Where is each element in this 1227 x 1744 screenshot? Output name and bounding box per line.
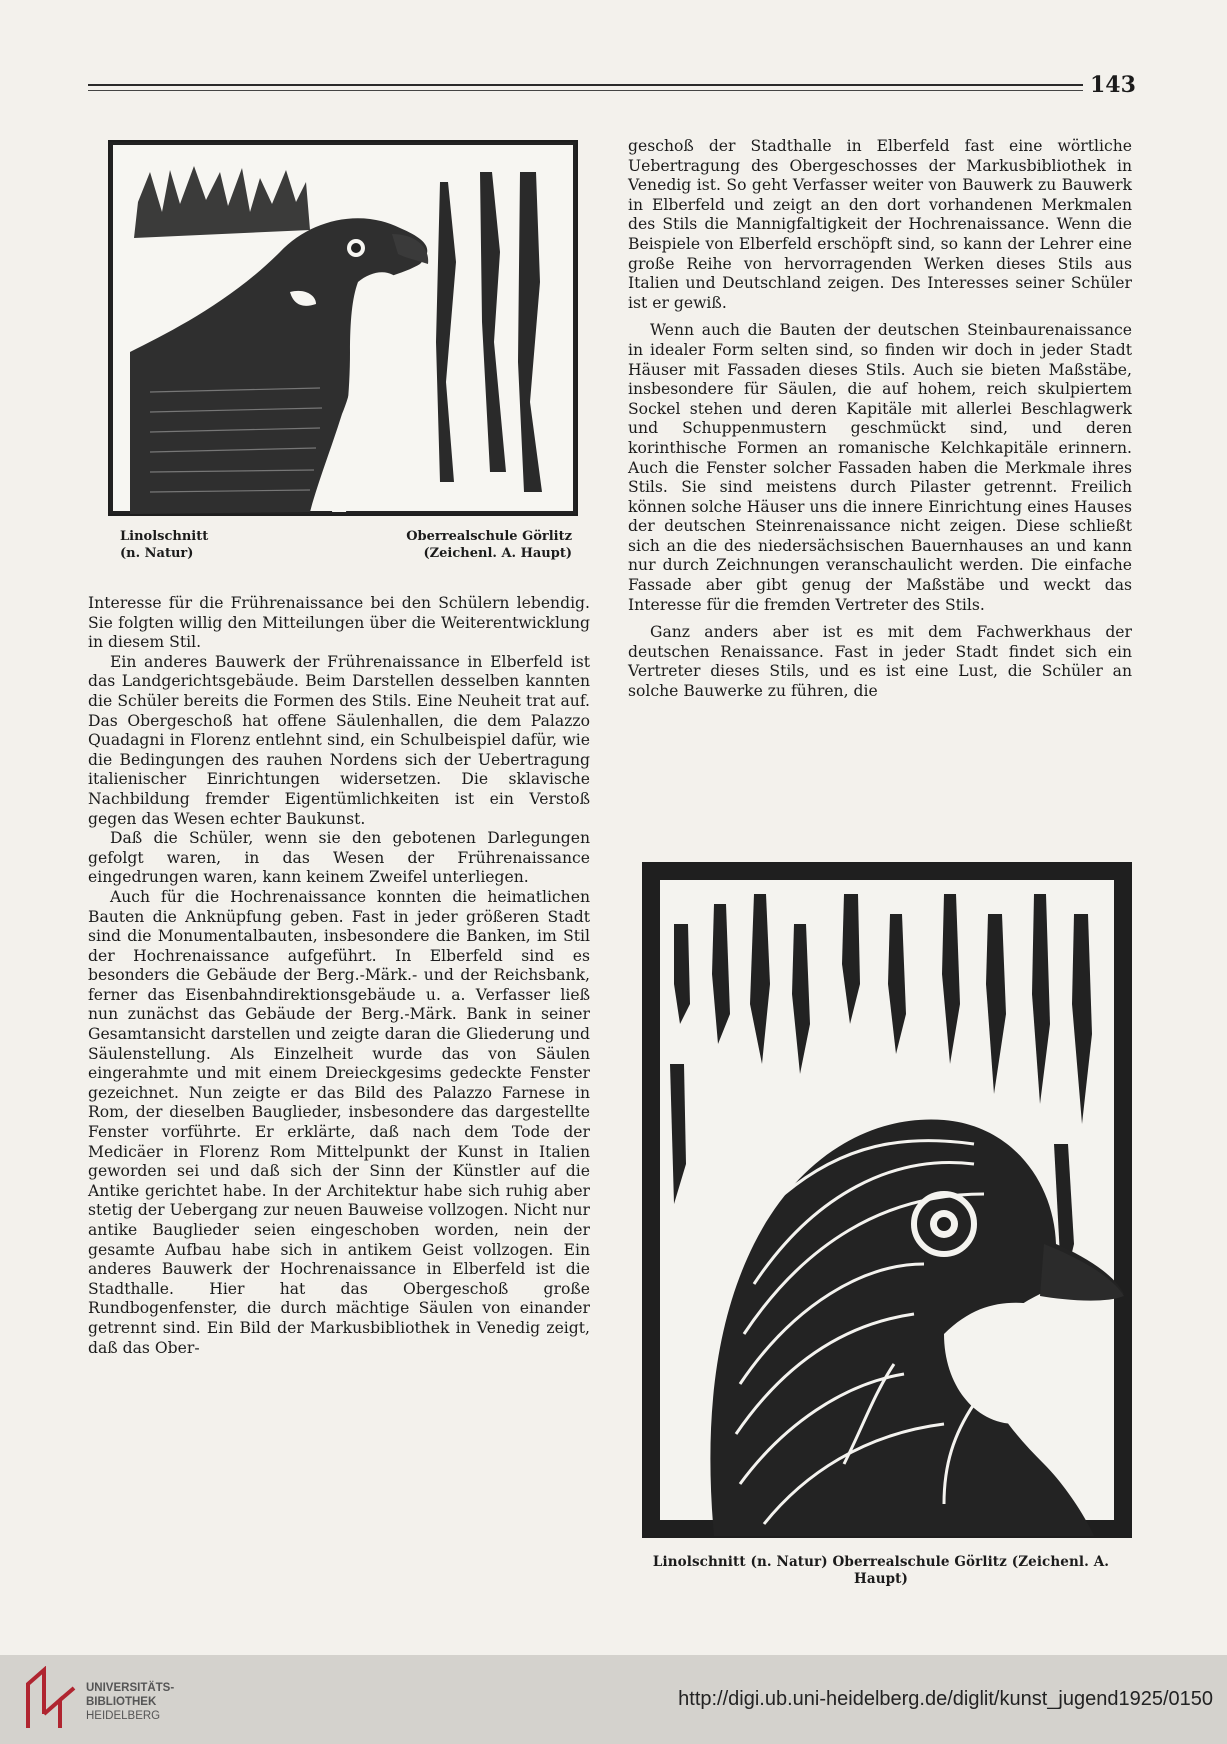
left-paragraph-2: Ein anderes Bauwerk der Frührenaissance in Elberfeld ist das Landgerichtsgebäude. Beim Darstellen desselben kannten die Schüler bereits die Formen des Stils. Eine Neuheit trat auf. Das Obergeschoß hat offene Säulenhallen, die dem Palazzo Quadagni in Florenz entlehnt sind, ein Schulbeispiel dafür, wie die Bedingungen des rauhen Nordens sich der Uebertragung italienischer Einrichtungen widersetzen. Die sklavische Nachbildung fremder Eigentümlichkeiten ist ein Verstoß gegen das Wesen echter Baukunst. [88, 652, 590, 828]
linocut-figure-duck [642, 862, 1132, 1538]
library-name [86, 1681, 174, 1723]
right-paragraph-3: Ganz anders aber ist es mit dem Fachwerkhaus der deutschen Renaissance. Fast in jeder Stadt findet sich ein Vertreter dieses Stils, und es ist eine Lust, die Schüler an solche Bauwerke zu führen, die [628, 623, 1132, 701]
figure1-caption-line1: Linolschnitt [120, 529, 209, 544]
falcon-linocut-image [110, 142, 576, 514]
left-column-text [88, 594, 590, 1358]
right-column-text [628, 137, 1132, 702]
left-paragraph-4: Auch für die Hochrenaissance konnten die heimatlichen Bauten die Anknüpfung geben. Fast in jeder größeren Stadt sind die Monumentalbauten, insbesondere die Banken, im Stil der Hochrenaissance aufgeführt. In Elberfeld sind es besonders die Gebäude der Berg.-Märk.- und der Reichsbank, ferner das Eisenbahndirektionsgebäude u. a. Verfasser ließ nun zunächst das Gebäude der Berg.-Märk. Bank in seiner Gesamtansicht darstellen und zeigte daran die Gliederung und Säulenstellung. Als Einzelheit wurde das von Säulen eingerahmte und mit einem Dreieckgesims gedeckte Fenster gezeichnet. Nun zeigte er das Bild des Palazzo Farnese in Rom, der dieselben Bauglieder, insbesondere das dargestellte Fenster vorführte. Er erklärte, daß nach dem Tode der Medicäer in Florenz Rom Mittelpunkt der Kunst in Italien geworden sei und daß sich der Sinn der Künstler auf die Antike gerichtet habe. In der Architektur habe sich ruhig aber stetig der Uebergang zur neuen Bauweise vollzogen. Nicht nur antike Bauglieder seien eingeschoben worden, nein der gesamte Aufbau habe sich in antikem Geist vollzogen. Ein anderes Bauwerk der Hochrenaissance in Elberfeld ist die Stadthalle. Hier hat das Obergeschoß große Rundbogenfenster, die durch mächtige Säulen von einander getrennt sind. Ein Bild der Markusbibliothek in Venedig zeigt, daß das Ober- [88, 887, 590, 1357]
figure1-caption-technique [120, 528, 320, 562]
library-name-line2: BIBLIOTHEK [86, 1696, 157, 1708]
right-paragraph-1: geschoß der Stadthalle in Elberfeld fast eine wörtliche Uebertragung des Obergeschosses der Markusbibliothek in Venedig ist. So geht Verfasser weiter von Bauwerk zu Bauwerk in Elberfeld und zeigt an den dort vorhandenen Merkmalen des Stils die Mannigfaltigkeit der Hochrenaissance. Wenn die Beispiele von Elberfeld erschöpft sind, so kann der Lehrer eine große Reihe von hervorragenden Werken dieses Stils aus Italien und Deutschland zeigen. Des Interesses seiner Schüler ist er gewiß. [628, 137, 1132, 312]
source-url-link[interactable]: http://digi.ub.uni-heidelberg.de/diglit/kunst_jugend1925/0150 [678, 1688, 1213, 1710]
library-name-line3: HEIDELBERG [86, 1710, 161, 1722]
library-logo-icon[interactable] [24, 1666, 78, 1732]
figure2-caption: Linolschnitt (n. Natur) Oberrealschule Görlitz (Zeichenl. A. Haupt) [652, 1554, 1110, 1587]
figure1-credit-line2: (Zeichenl. A. Haupt) [423, 546, 572, 561]
left-paragraph-3: Daß die Schüler, wenn sie den gebotenen Darlegungen gefolgt waren, in das Wesen der Frührenaissance eingedrungen waren, kann keinem Zweifel unterliegen. [88, 829, 590, 887]
figure1-caption-line2: (n. Natur) [120, 546, 194, 561]
library-name-line1: UNIVERSITÄTS- [86, 1682, 175, 1694]
right-paragraph-2: Wenn auch die Bauten der deutschen Steinbaurenaissance in idealer Form selten sind, so finden wir doch in jeder Stadt Häuser mit Fassaden dieses Stils. Auch sie bieten Maßstäbe, insbesondere für Säulen, die auf hohem, reich skulpiertem Sockel stehen und deren Kapitäle mit allerlei Beschlagwerk und Schuppenmustern geschmückt sind, und deren korinthische Formen an romanische Kelchkapitäle erinnern. Auch die Fenster solcher Fassaden haben die Merkmale ihres Stils. Sie sind meistens durch Pilaster getrennt. Freilich können solche Häuser uns die innere Einrichtung eines Hauses der deutschen Steinrenaissance nicht zeigen. Diese schließt sich an die des niedersächsischen Bauernhauses an und kann nur durch Zeichnungen veranschaulicht werden. Die einfache Fassade aber gibt genug der Maßstäbe und weckt das Interesse für die fremden Vertreter des Stils. [628, 321, 1132, 614]
left-paragraph-1: Interesse für die Frührenaissance bei den Schülern lebendig. Sie folgten willig den Mitteilungen über die Weiterentwicklung in diesem Stil. [88, 594, 590, 652]
figure1-credit-line1: Oberrealschule Görlitz [406, 529, 572, 544]
page-number: 143 [1090, 72, 1136, 98]
header-rule-thin [88, 90, 1083, 91]
duck-linocut-image [644, 864, 1130, 1536]
header-rule [88, 84, 1083, 86]
figure1-caption-credit [380, 528, 572, 562]
linocut-figure-falcon [108, 140, 578, 516]
